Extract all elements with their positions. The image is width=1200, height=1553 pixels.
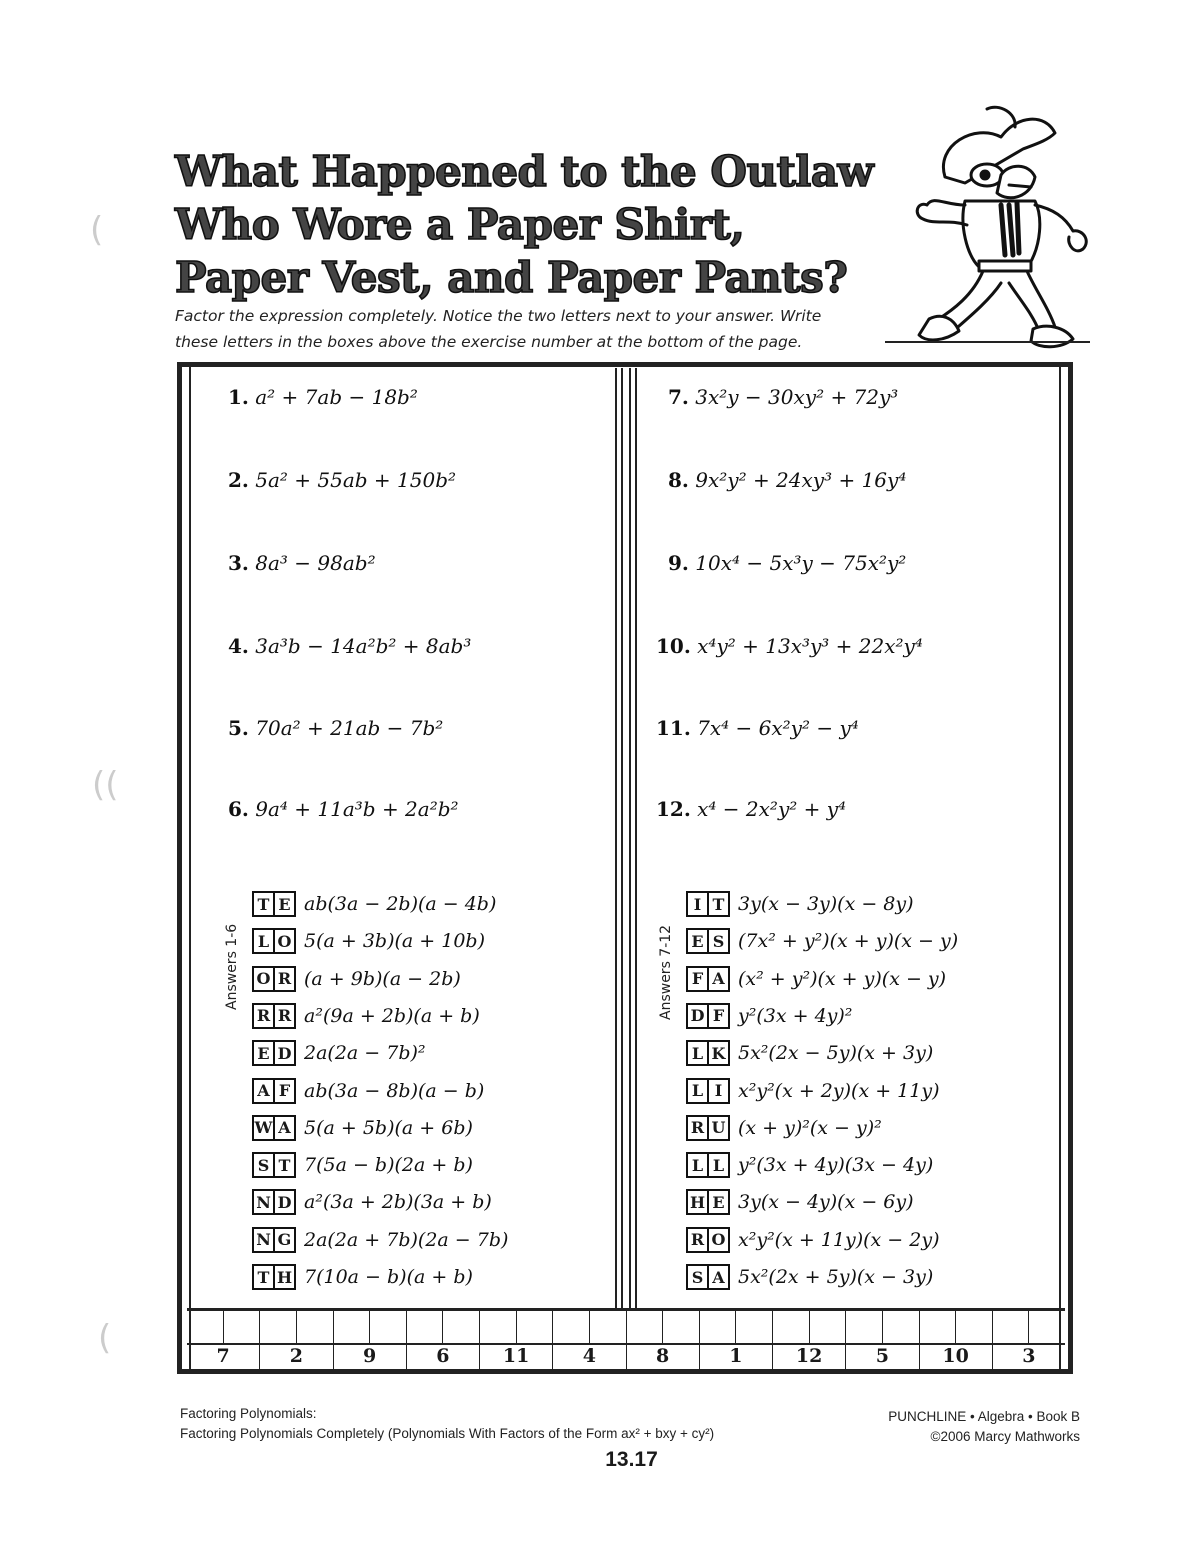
answer-row (686, 1225, 940, 1255)
title-line-2: Who Wore a Paper Shirt, (175, 200, 745, 249)
problem-expression: 9x²y² + 24xy³ + 16y⁴ (695, 468, 907, 492)
letter-blank[interactable] (260, 1311, 296, 1345)
answer-expression: 5(a + 3b)(a + 10b) (304, 930, 485, 953)
answer-expression: 7(10a − b)(a + b) (304, 1266, 473, 1288)
problem-number: 11. (656, 716, 691, 740)
problem-9 (668, 551, 906, 575)
answer-letter-box: O (252, 966, 275, 992)
answer-letter-box: L (686, 1078, 709, 1104)
answer-letter-box: F (686, 966, 709, 992)
letter-blank[interactable] (334, 1311, 370, 1345)
answer-letter-box: L (686, 1152, 709, 1178)
problem-7 (668, 385, 898, 409)
problem-3 (228, 551, 376, 575)
answer-letter-box: R (252, 1003, 275, 1029)
letter-blank[interactable] (773, 1311, 809, 1345)
answer-letter-box: A (709, 1264, 730, 1290)
hole-punch-mark: (( (92, 765, 119, 805)
page-number: 13.17 (605, 1448, 658, 1471)
worksheet-frame (177, 362, 1073, 1374)
answer-row (252, 1150, 473, 1180)
answer-letter-box: E (252, 1040, 275, 1066)
answer-letter-box: A (275, 1115, 296, 1141)
answer-letter-box: T (709, 891, 730, 917)
problem-2 (228, 468, 456, 492)
answer-expression: x²y²(x + 11y)(x − 2y) (738, 1228, 940, 1251)
footer-publisher-line-1: PUNCHLINE • Algebra • Book B (888, 1409, 1080, 1424)
answer-grid-cell[interactable] (333, 1311, 406, 1370)
frame-inner-border (189, 367, 1061, 1369)
problem-expression: 7x⁴ − 6x²y² − y⁴ (697, 716, 859, 740)
problem-12 (656, 797, 846, 821)
letter-blank[interactable] (589, 1311, 626, 1345)
title-line-3: Paper Vest, and Paper Pants? (175, 253, 848, 302)
answer-expression: y²(3x + 4y)² (738, 1004, 853, 1027)
answer-letter-box: S (252, 1152, 275, 1178)
problem-expression: x⁴ − 2x²y² + y⁴ (697, 797, 847, 821)
exercise-number-label: 8 (656, 1345, 670, 1367)
answer-row (686, 1001, 852, 1031)
answer-row (252, 926, 485, 956)
answer-letter-box: D (275, 1189, 296, 1215)
answer-expression: 3y(x − 4y)(x − 6y) (738, 1191, 914, 1214)
answer-grid-cell[interactable] (772, 1311, 845, 1370)
answer-expression: 5x²(2x − 5y)(x + 3y) (738, 1042, 934, 1065)
problem-number: 3. (228, 551, 249, 575)
answer-expression: (7x² + y²)(x + y)(x − y) (738, 930, 959, 953)
answer-letter-box: H (275, 1264, 296, 1290)
answer-expression: y²(3x + 4y)(3x − 4y) (738, 1154, 934, 1177)
title-line-1: What Happened to the Outlaw (175, 147, 874, 196)
answer-letter-box: T (252, 891, 275, 917)
answer-expression: 5x²(2x + 5y)(x − 3y) (738, 1266, 934, 1288)
answer-letter-box: I (709, 1078, 730, 1104)
answer-expression: 2a(2a − 7b)² (304, 1042, 426, 1065)
problem-number: 10. (656, 634, 691, 658)
problem-expression: x⁴y² + 13x³y³ + 22x²y⁴ (697, 634, 923, 658)
problem-number: 8. (668, 468, 689, 492)
answer-grid-cell[interactable] (406, 1311, 479, 1370)
answer-row (252, 964, 461, 994)
problem-6 (228, 797, 459, 821)
answer-row (252, 1187, 492, 1217)
answer-grid-cell[interactable] (626, 1311, 699, 1370)
answer-row (686, 1150, 933, 1180)
problem-expression: 70a² + 21ab − 7b² (255, 716, 444, 740)
instructions (175, 303, 935, 355)
letter-blank[interactable] (735, 1311, 772, 1345)
answer-letter-box: K (709, 1040, 730, 1066)
answer-row (252, 1038, 426, 1068)
exercise-number-label: 7 (216, 1345, 230, 1367)
answer-letter-box: T (252, 1264, 275, 1290)
problem-expression: 5a² + 55ab + 150b² (255, 468, 457, 492)
answer-grid-cell[interactable] (845, 1311, 918, 1370)
instructions-line-2: these letters in the boxes above the exercise number at the bottom of the page. (175, 333, 803, 351)
answer-letter-box: A (252, 1078, 275, 1104)
answer-row (686, 926, 958, 956)
problem-1 (228, 385, 418, 409)
answer-row (252, 1001, 480, 1031)
instruction-underline (885, 341, 1090, 343)
answer-expression: 5(a + 5b)(a + 6b) (304, 1116, 473, 1139)
exercise-number-label: 4 (582, 1345, 596, 1367)
answer-row (252, 1113, 473, 1143)
answer-expression: ab(3a − 8b)(a − b) (304, 1079, 485, 1102)
exercise-number-label: 5 (875, 1345, 889, 1367)
problem-number: 9. (668, 551, 689, 575)
problem-11 (656, 716, 859, 740)
answer-letter-box: E (709, 1189, 730, 1215)
answer-row (686, 1038, 933, 1068)
letter-blank[interactable] (480, 1311, 516, 1345)
letter-blank[interactable] (407, 1311, 443, 1345)
answer-grid-cell[interactable] (259, 1311, 332, 1370)
answers-left-label: Answers 1-6 (224, 923, 240, 1010)
answer-letter-box: S (686, 1264, 709, 1290)
answer-row (686, 964, 946, 994)
answer-row (252, 1262, 473, 1292)
answer-letter-box: R (275, 1003, 296, 1029)
letter-blank[interactable] (662, 1311, 699, 1345)
answer-letter-box: U (709, 1115, 730, 1141)
answer-letter-box: E (686, 928, 709, 954)
letter-blank[interactable] (920, 1311, 956, 1345)
problem-expression: 3a³b − 14a²b² + 8ab³ (255, 634, 472, 658)
column-divider (615, 368, 617, 1308)
problem-expression: 3x²y − 30xy² + 72y³ (695, 385, 899, 409)
answer-letter-box: O (275, 928, 296, 954)
footer-copyright: ©2006 Marcy Mathworks (930, 1429, 1080, 1444)
answer-letter-box: D (686, 1003, 709, 1029)
exercise-number-label: 12 (795, 1345, 823, 1367)
answer-expression: a²(9a + 2b)(a + b) (304, 1004, 480, 1027)
answer-letter-box: E (275, 891, 296, 917)
answer-grid-cell[interactable] (699, 1311, 772, 1370)
answer-grid-cell[interactable] (479, 1311, 552, 1370)
answer-letter-box: O (709, 1227, 730, 1253)
answer-letter-box: R (686, 1227, 709, 1253)
column-divider (635, 368, 637, 1308)
problem-number: 2. (228, 468, 249, 492)
letter-blank[interactable] (700, 1311, 736, 1345)
problem-10 (656, 634, 923, 658)
exercise-number-label: 6 (436, 1345, 450, 1367)
exercise-number-label: 1 (729, 1345, 743, 1367)
problem-5 (228, 716, 443, 740)
answer-letter-box: F (709, 1003, 730, 1029)
instructions-line-1: Factor the expression completely. Notice the two letters next to your answer. Write (175, 307, 822, 325)
answer-row (686, 1262, 933, 1292)
answer-expression: a²(3a + 2b)(3a + b) (304, 1191, 492, 1214)
answer-row (252, 1076, 484, 1106)
letter-blank[interactable] (516, 1311, 553, 1345)
problem-number: 7. (668, 385, 689, 409)
letter-blank[interactable] (296, 1311, 333, 1345)
answer-letter-box: H (686, 1189, 709, 1215)
problem-number: 1. (228, 385, 249, 409)
letter-blank[interactable] (187, 1311, 223, 1345)
letter-blank[interactable] (553, 1311, 589, 1345)
answer-letter-box: L (686, 1040, 709, 1066)
problem-number: 6. (228, 797, 249, 821)
answer-expression: (x + y)²(x − y)² (738, 1116, 882, 1139)
answer-row (252, 1225, 508, 1255)
answer-grid-cell[interactable] (552, 1311, 625, 1370)
answer-expression: (a + 9b)(a − 2b) (304, 967, 461, 990)
problem-expression: a² + 7ab − 18b² (255, 385, 418, 409)
answer-letter-box: T (275, 1152, 296, 1178)
exercise-number-label: 9 (363, 1345, 377, 1367)
answer-letter-box: R (275, 966, 296, 992)
answer-letter-box: A (709, 966, 730, 992)
answer-row (686, 1076, 940, 1106)
problem-expression: 9a⁴ + 11a³b + 2a²b² (255, 797, 459, 821)
column-divider (629, 368, 631, 1308)
answer-letter-box: L (709, 1152, 730, 1178)
answer-expression: 2a(2a + 7b)(2a − 7b) (304, 1228, 509, 1251)
answer-expression: (x² + y²)(x + y)(x − y) (738, 967, 947, 990)
letter-blank[interactable] (955, 1311, 992, 1345)
problem-number: 5. (228, 716, 249, 740)
answers-right-label: Answers 7-12 (658, 924, 674, 1020)
answer-expression: ab(3a − 2b)(a − 4b) (304, 893, 497, 915)
footer-topic-line-1: Factoring Polynomials: (180, 1406, 317, 1421)
answer-letter-box: G (275, 1227, 296, 1253)
letter-blank[interactable] (809, 1311, 846, 1345)
problem-expression: 10x⁴ − 5x³y − 75x²y² (695, 551, 907, 575)
answer-letter-box: F (275, 1078, 296, 1104)
exercise-number-label: 10 (942, 1345, 969, 1367)
letter-blank[interactable] (1028, 1311, 1065, 1345)
letter-blank[interactable] (442, 1311, 479, 1345)
answer-grid-cell[interactable] (992, 1311, 1065, 1370)
answer-expression: x²y²(x + 2y)(x + 11y) (738, 1079, 940, 1102)
page-title (175, 145, 935, 304)
answer-row (686, 1113, 882, 1143)
footer-topic (180, 1404, 714, 1444)
answer-letter-box: R (686, 1115, 709, 1141)
letter-blank[interactable] (223, 1311, 260, 1345)
footer-publisher (840, 1407, 1080, 1447)
column-divider (621, 368, 623, 1308)
answer-letter-box: S (709, 928, 730, 954)
answer-row (686, 889, 914, 919)
hole-punch-mark: ( (98, 1318, 112, 1358)
answer-letter-box: W (252, 1115, 275, 1141)
problem-4 (228, 634, 471, 658)
answer-letter-box: L (252, 928, 275, 954)
exercise-number-label: 3 (1022, 1345, 1036, 1367)
letter-blank[interactable] (846, 1311, 882, 1345)
answer-row (686, 1187, 914, 1217)
letter-blank[interactable] (627, 1311, 663, 1345)
answer-row (252, 889, 496, 919)
answer-grid-cell[interactable] (919, 1311, 992, 1370)
exercise-number-label: 2 (289, 1345, 303, 1367)
footer-topic-line-2: Factoring Polynomials Completely (Polynomials With Factors of the Form ax² + bxy + cy²) (180, 1426, 715, 1441)
answer-expression: 3y(x − 3y)(x − 8y) (738, 893, 914, 915)
letter-blank[interactable] (993, 1311, 1029, 1345)
answer-expression: 7(5a − b)(2a + b) (304, 1154, 473, 1177)
hole-punch-mark: ( (90, 210, 104, 250)
problem-number: 4. (228, 634, 249, 658)
exercise-number-label: 11 (502, 1345, 530, 1367)
problem-expression: 8a³ − 98ab² (255, 551, 376, 575)
answer-grid (187, 1308, 1065, 1370)
problem-8 (668, 468, 906, 492)
answer-letter-box: I (686, 891, 709, 917)
letter-blank[interactable] (369, 1311, 406, 1345)
problem-number: 12. (656, 797, 691, 821)
answer-letter-box: N (252, 1227, 275, 1253)
letter-blank[interactable] (882, 1311, 919, 1345)
answer-letter-box: N (252, 1189, 275, 1215)
answer-grid-cell[interactable] (187, 1311, 259, 1370)
answer-letter-box: D (275, 1040, 296, 1066)
